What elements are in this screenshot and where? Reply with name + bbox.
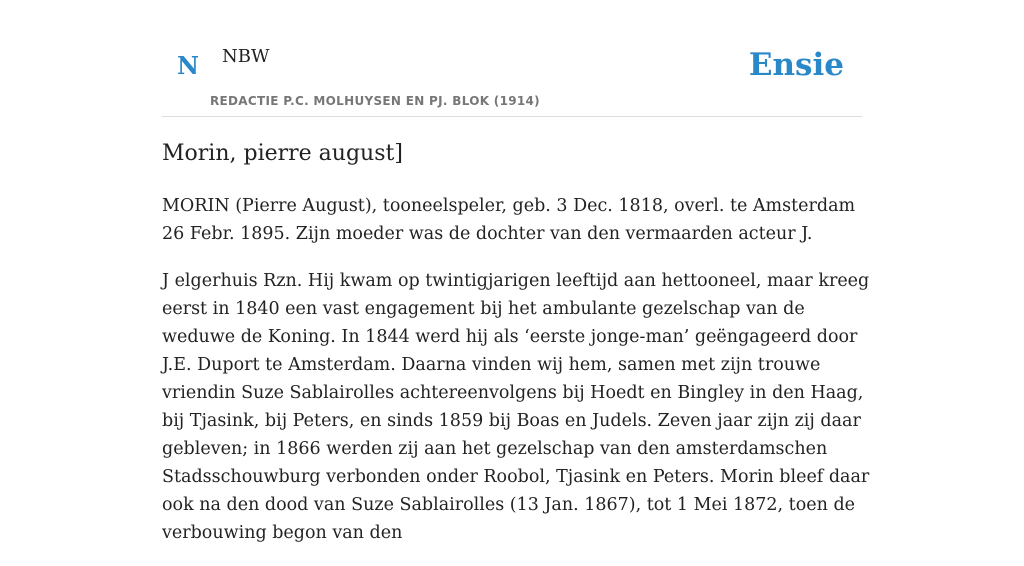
article-body	[162, 192, 872, 566]
source-full-name: REDACTIE P.C. MOLHUYSEN EN PJ. BLOK (1914)	[210, 94, 540, 108]
page-title: Morin, pierre august]	[162, 141, 403, 166]
paragraph: J elgerhuis Rzn. Hij kwam op twintigjarigen leeftijd aan hettooneel, maar kreeg eerst in 1840 een vast engagement bij het ambulante gezelschap van de weduwe de Koning. In 1844 werd hij als ‘eerste jonge-man’ geëngageerd door J.E. Duport te Amsterdam. Daarna vinden wij hem, samen met zijn trouwe vriendin Suze Sablairolles achtereenvolgens bij Hoedt en Bingley in den Haag, bij Tjasink, bij Peters, en sinds 1859 bij Boas en Judels. Zeven jaar zijn zij daar gebleven; in 1866 werden zij aan het gezelschap van den amsterdamschen Stadsschouwburg verbonden onder Roobol, Tjasink en Peters. Morin bleef daar ook na den dood van Suze Sablairolles (13 Jan. 1867), tot 1 Mei 1872, toen de verbouwing begon van den	[162, 271, 870, 543]
header	[162, 0, 862, 117]
brand-logo[interactable]: Ensie	[748, 47, 844, 83]
source-short-name[interactable]: NBW	[222, 46, 270, 67]
paragraph: MORIN (Pierre August), tooneelspeler, geb. 3 Dec. 1818, overl. te Amsterdam 26 Febr. 1895. Zijn moeder was de dochter van den vermaarden acteur J.	[162, 196, 856, 244]
source-logo[interactable]: N	[177, 51, 199, 80]
